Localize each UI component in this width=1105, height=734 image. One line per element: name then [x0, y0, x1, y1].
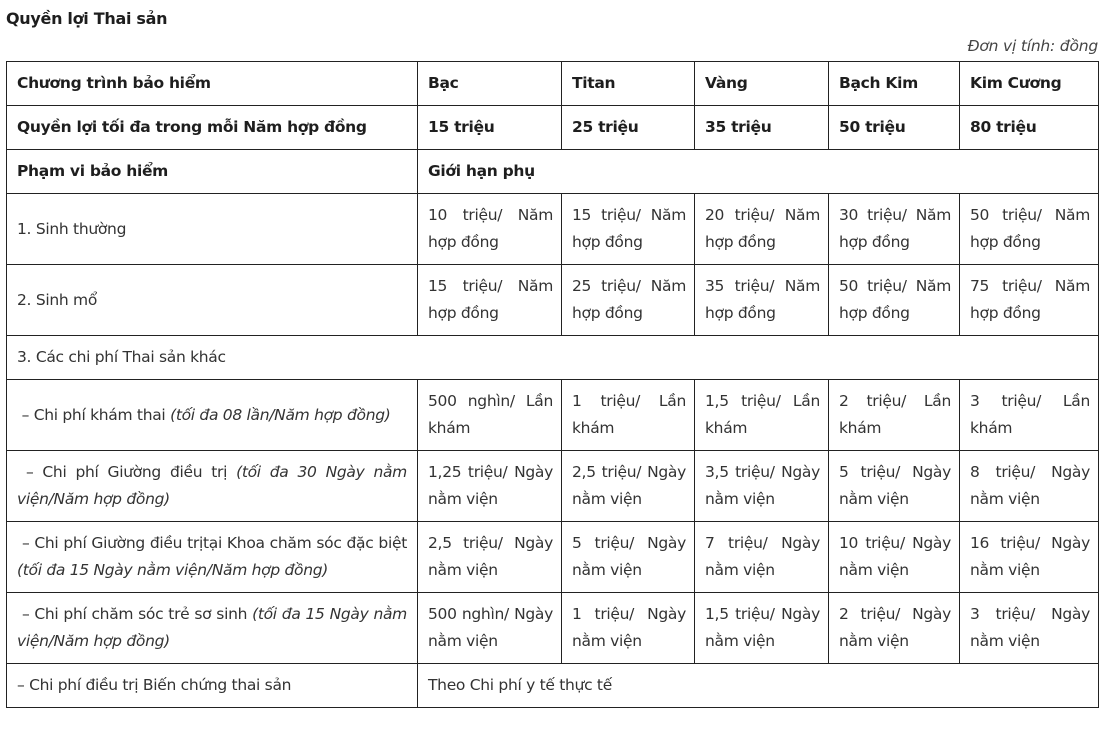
plan-header-bac: Bạc — [418, 62, 562, 106]
table-cell: 3 triệu/ Lần khám — [960, 380, 1099, 451]
row-label — [7, 522, 418, 593]
row-label — [7, 380, 418, 451]
table-cell: Giới hạn phụ — [418, 150, 1099, 194]
row-label-text: – Chi phí Giường điều trịtại Khoa chăm sóc đặc biệt — [21, 534, 407, 552]
table-row-normal-birth — [7, 194, 1099, 265]
table-row-treatment-bed — [7, 451, 1099, 522]
row-label: Quyền lợi tối đa trong mỗi Năm hợp đồng — [7, 106, 418, 150]
table-cell: 50 triệu/ Năm hợp đồng — [960, 194, 1099, 265]
row-note: (tối đa 15 Ngày nằm viện/Năm hợp đồng) — [17, 561, 329, 579]
table-cell: 35 triệu — [695, 106, 829, 150]
row-label — [7, 451, 418, 522]
table-cell: 25 triệu/ Năm hợp đồng — [562, 265, 695, 336]
header-label: Chương trình bảo hiểm — [7, 62, 418, 106]
table-cell: 2,5 triệu/ Ngày nằm viện — [418, 522, 562, 593]
table-cell: 15 triệu/ Năm hợp đồng — [562, 194, 695, 265]
row-label — [7, 593, 418, 664]
table-cell: 50 triệu — [829, 106, 960, 150]
row-label-text: – Chi phí chăm sóc trẻ sơ sinh — [21, 605, 248, 623]
row-label: Phạm vi bảo hiểm — [7, 150, 418, 194]
table-row-prenatal-exam — [7, 380, 1099, 451]
table-cell: 16 triệu/ Ngày nằm viện — [960, 522, 1099, 593]
page-title: Quyền lợi Thai sản — [6, 9, 168, 28]
row-label-text: – Chi phí khám thai — [21, 405, 166, 424]
row-note: (tối đa 08 lần/Năm hợp đồng) — [170, 405, 391, 424]
table-cell: 3,5 triệu/ Ngày nằm viện — [695, 451, 829, 522]
maternity-benefits-table — [6, 61, 1099, 708]
table-cell: 7 triệu/ Ngày nằm viện — [695, 522, 829, 593]
table-cell: 5 triệu/ Ngày nằm viện — [829, 451, 960, 522]
table-cell: 1 triệu/ Lần khám — [562, 380, 695, 451]
table-row-icu-bed — [7, 522, 1099, 593]
plan-header-bach-kim: Bạch Kim — [829, 62, 960, 106]
table-cell: 1,5 triệu/ Ngày nằm viện — [695, 593, 829, 664]
plan-header-titan: Titan — [562, 62, 695, 106]
table-cell: 20 triệu/ Năm hợp đồng — [695, 194, 829, 265]
table-cell: 35 triệu/ Năm hợp đồng — [695, 265, 829, 336]
table-cell: 500 nghìn/ Ngày nằm viện — [418, 593, 562, 664]
row-label: 2. Sinh mổ — [7, 265, 418, 336]
table-cell: 1,5 triệu/ Lần khám — [695, 380, 829, 451]
table-cell: 1 triệu/ Ngày nằm viện — [562, 593, 695, 664]
table-cell: 500 nghìn/ Lần khám — [418, 380, 562, 451]
plan-header-vang: Vàng — [695, 62, 829, 106]
table-cell: 25 triệu — [562, 106, 695, 150]
table-cell: 30 triệu/ Năm hợp đồng — [829, 194, 960, 265]
table-cell: 1,25 triệu/ Ngày nằm viện — [418, 451, 562, 522]
table-cell: 10 triệu/ Ngày nằm viện — [829, 522, 960, 593]
row-label: 1. Sinh thường — [7, 194, 418, 265]
row-label-text: – Chi phí Giường điều trị — [25, 463, 228, 481]
table-cell: 2 triệu/ Ngày nằm viện — [829, 593, 960, 664]
row-note: (tối đa 30 Ngày nằm viện/Năm hợp đồng) — [17, 463, 407, 508]
table-row-other-costs — [7, 336, 1099, 380]
table-cell: 8 triệu/ Ngày nằm viện — [960, 451, 1099, 522]
table-cell: Theo Chi phí y tế thực tế — [418, 664, 1099, 708]
section-label: 3. Các chi phí Thai sản khác — [7, 336, 1099, 380]
table-cell: 3 triệu/ Ngày nằm viện — [960, 593, 1099, 664]
table-cell: 2 triệu/ Lần khám — [829, 380, 960, 451]
plan-header-kim-cuong: Kim Cương — [960, 62, 1099, 106]
unit-note: Đơn vị tính: đồng — [967, 37, 1098, 55]
table-cell: 80 triệu — [960, 106, 1099, 150]
table-header-row — [7, 62, 1099, 106]
table-cell: 15 triệu/ Năm hợp đồng — [418, 265, 562, 336]
row-label: – Chi phí điều trị Biến chứng thai sản — [7, 664, 418, 708]
table-cell: 50 triệu/ Năm hợp đồng — [829, 265, 960, 336]
table-cell: 10 triệu/ Năm hợp đồng — [418, 194, 562, 265]
table-cell: 5 triệu/ Ngày nằm viện — [562, 522, 695, 593]
row-note: (tối đa 15 Ngày nằm viện/Năm hợp đồng) — [17, 605, 407, 650]
table-cell: 2,5 triệu/ Ngày nằm viện — [562, 451, 695, 522]
table-row-complications — [7, 664, 1099, 708]
table-row-scope — [7, 150, 1099, 194]
table-cell: 15 triệu — [418, 106, 562, 150]
table-row-newborn-care — [7, 593, 1099, 664]
table-row-c-section — [7, 265, 1099, 336]
table-row-max-benefit — [7, 106, 1099, 150]
table-cell: 75 triệu/ Năm hợp đồng — [960, 265, 1099, 336]
